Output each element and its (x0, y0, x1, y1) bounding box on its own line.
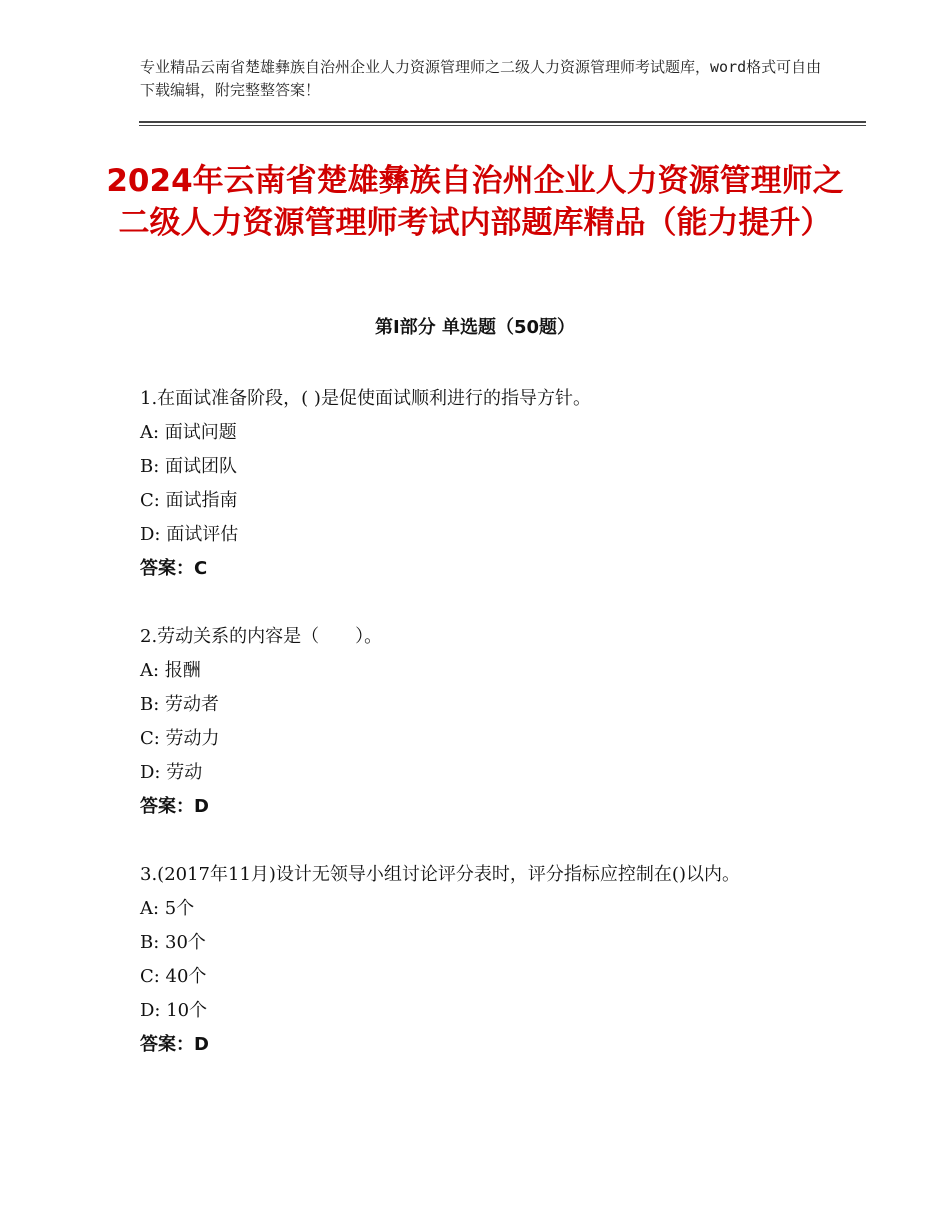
question-option-a: A: 面试问题 (140, 422, 237, 443)
question-answer: 答案：D (140, 796, 209, 817)
question-stem: 2.劳动关系的内容是（ ）。 (140, 626, 383, 647)
header-note: 专业精品云南省楚雄彝族自治州企业人力资源管理师之二级人力资源管理师考试题库，word格式可自由下载编辑，附完整整答案！ (140, 58, 822, 99)
question-option-a: A: 5个 (140, 898, 195, 919)
question-answer: 答案：C (140, 558, 208, 579)
question-answer: 答案：D (140, 1034, 209, 1055)
question-stem: 3.(2017年11月)设计无领导小组讨论评分表时，评分指标应控制在()以内。 (140, 864, 740, 885)
document-title: 2024年云南省楚雄彝族自治州企业人力资源管理师之二级人力资源管理师考试内部题库精品（能力提升） (106, 163, 844, 241)
question-item (140, 382, 820, 586)
question-option-c: C: 40个 (140, 966, 207, 987)
question-stem: 1.在面试准备阶段，( )是促使面试顺利进行的指导方针。 (140, 388, 591, 409)
question-option-c: C: 面试指南 (140, 490, 238, 511)
section-heading: 第Ⅰ部分 单选题（50题） (374, 317, 575, 338)
header-rule-thin (139, 125, 866, 126)
question-option-b: B: 30个 (140, 932, 206, 953)
header-rule-thick (139, 121, 866, 123)
question-option-c: C: 劳动力 (140, 728, 220, 749)
question-item (140, 620, 820, 824)
question-option-d: D: 10个 (140, 1000, 208, 1021)
question-option-b: B: 面试团队 (140, 456, 238, 477)
question-item (140, 858, 820, 1062)
question-list (140, 382, 820, 1096)
question-option-b: B: 劳动者 (140, 694, 220, 715)
question-option-d: D: 面试评估 (140, 524, 239, 545)
question-option-a: A: 报酬 (140, 660, 201, 681)
question-option-d: D: 劳动 (140, 762, 203, 783)
